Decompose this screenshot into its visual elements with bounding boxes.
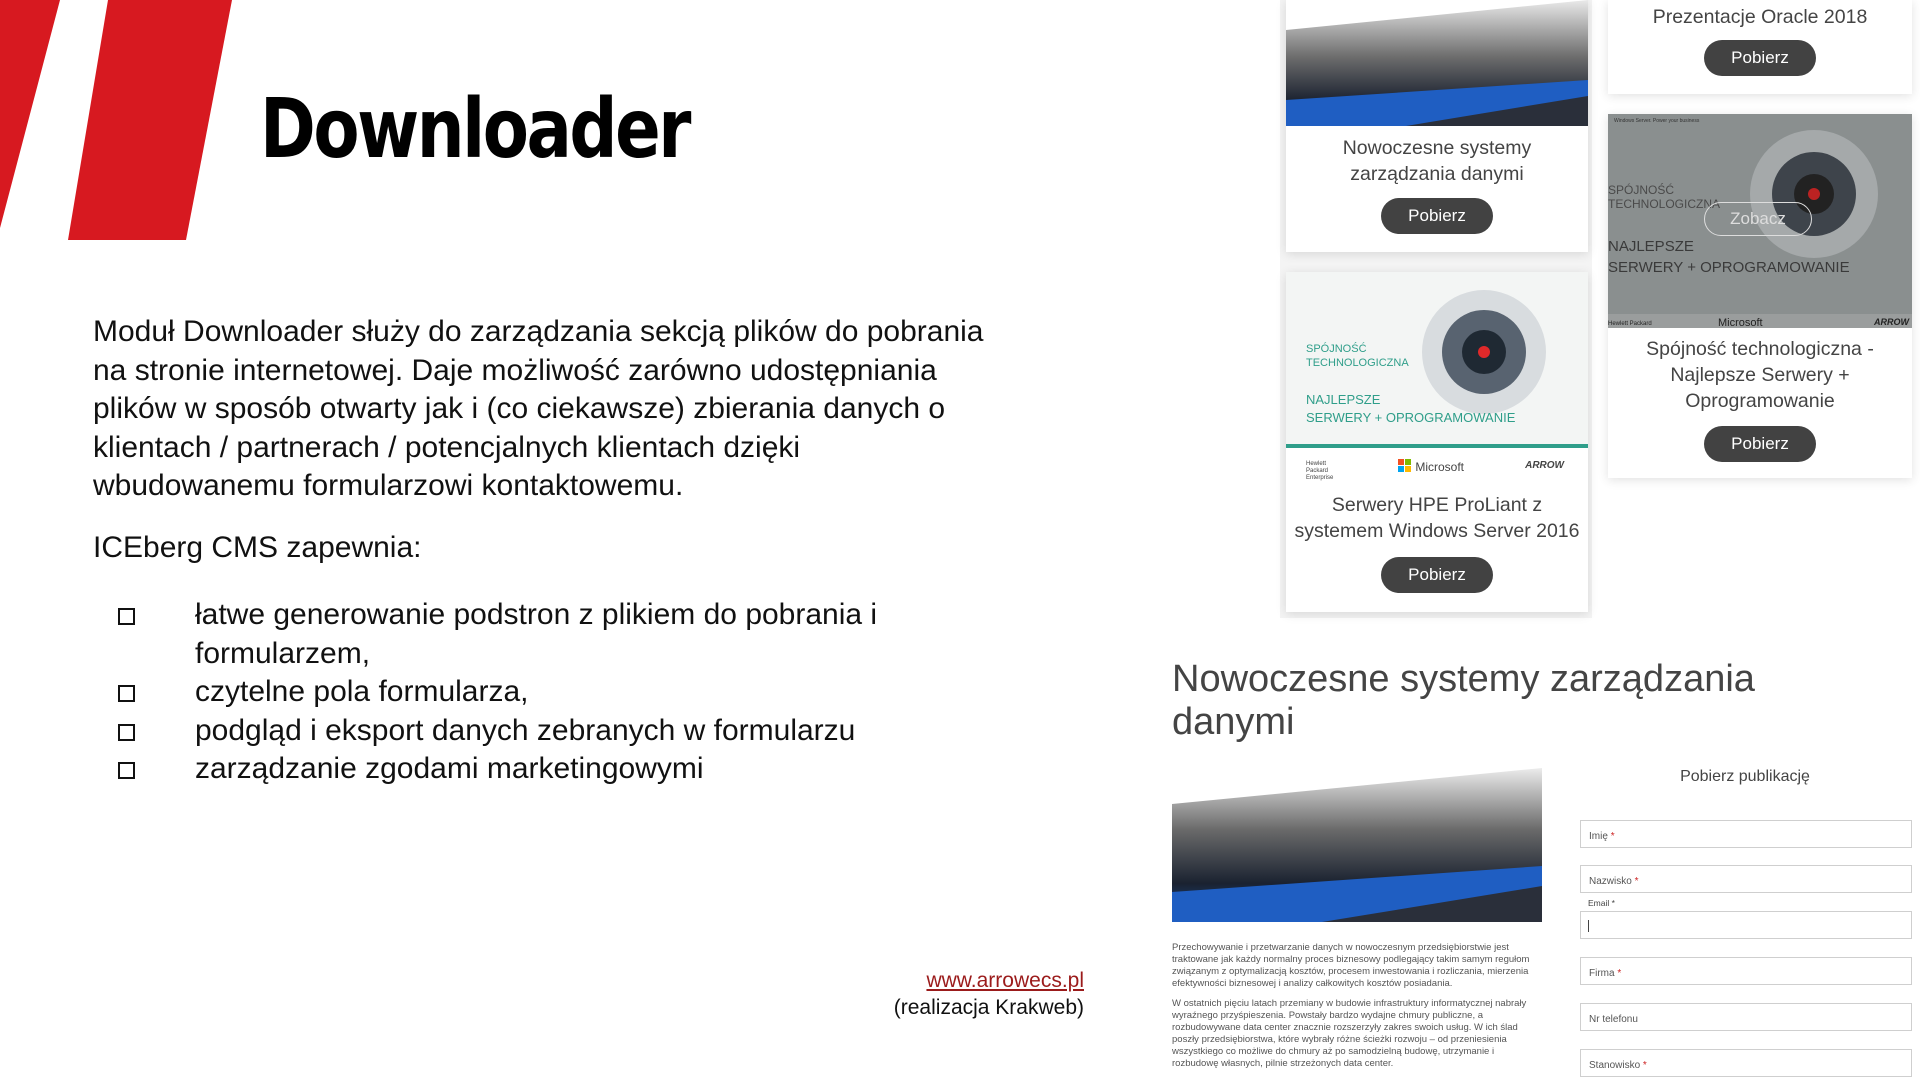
list-item: zarządzanie zgodami marketingowymi xyxy=(118,750,998,789)
download-button[interactable]: Pobierz xyxy=(1704,40,1816,76)
download-page-paragraph: W ostatnich pięciu latach przemiany w budowie infrastruktury informatycznej nabrały wyraźnego przyśpieszenia. Powstały bardzo wydajne chmury publiczne, a rozbudowywane data center znacznie rozszerzyły zakres swoich usług. W ich ślad poszły przedsiębiorstwa, które wybrały różne ścieżki rozwoju – od przeniesienia wszystkiego co możliwe do chmury aż po samodzielną budowę, utrzymanie i rozbudowę własnych, pilnie strzeżonych data center. xyxy=(1172,998,1527,1069)
card-title: Prezentacje Oracle 2018 xyxy=(1652,6,1868,28)
surname-field[interactable]: Nazwisko * xyxy=(1580,865,1912,893)
view-button[interactable]: Zobacz xyxy=(1704,202,1812,236)
banner-text: SPÓJNOŚĆ xyxy=(1608,183,1675,197)
card-title: Nowoczesne systemy zarządzania danymi xyxy=(1342,137,1532,185)
hpe-logo: Hewlett Packard xyxy=(1608,321,1652,327)
partner-logos xyxy=(1286,454,1588,480)
banner-text: NAJLEPSZE xyxy=(1608,238,1694,255)
banner-text: SERWERY + OPROGRAMOWANIE xyxy=(1608,259,1850,276)
banner-text: Windows Server. Power your business xyxy=(1614,118,1700,124)
banner-text: SPÓJNOŚĆ xyxy=(1306,343,1367,355)
arrow-logo: ARROW xyxy=(1525,460,1564,471)
banner-text: NAJLEPSZE xyxy=(1306,392,1381,407)
slide-title: Downloader xyxy=(260,82,689,177)
form-title: Pobierz publikację xyxy=(1680,768,1810,785)
phone-field[interactable]: Nr telefonu xyxy=(1580,1003,1912,1031)
name-field[interactable]: Imię * xyxy=(1580,820,1912,848)
email-field[interactable] xyxy=(1580,911,1912,939)
list-item: czytelne pola formularza, xyxy=(118,673,998,712)
checkbox-square-icon xyxy=(118,762,135,779)
banner-text: TECHNOLOGICZNA xyxy=(1306,357,1409,369)
card-title: Spójność technologiczna - Najlepsze Serwery + Oprogramowanie xyxy=(1646,338,1874,412)
provides-label: ICEberg CMS zapewnia: xyxy=(93,531,422,564)
email-label: Email * xyxy=(1588,898,1615,908)
download-card xyxy=(1286,272,1588,612)
banner-text: TECHNOLOGICZNA xyxy=(1608,197,1721,211)
card-title: Serwery HPE ProLiant z systemem Windows Server 2016 xyxy=(1294,494,1580,542)
company-field[interactable]: Firma * xyxy=(1580,957,1912,985)
checkbox-square-icon xyxy=(118,608,135,625)
download-card xyxy=(1608,114,1912,478)
banner-text: SERWERY + OPROGRAMOWANIE xyxy=(1306,410,1516,425)
arrow-logo: ARROW xyxy=(1874,317,1909,327)
microsoft-logo-icon xyxy=(1398,459,1412,473)
checkbox-square-icon xyxy=(118,685,135,702)
data-tech-image xyxy=(1172,768,1542,922)
red-stripes-decoration xyxy=(0,0,240,245)
text-cursor xyxy=(1588,920,1589,932)
list-item: podgląd i eksport danych zebranych w formularzu xyxy=(118,712,998,751)
download-page-paragraph: Przechowywanie i przetwarzanie danych w nowoczesnym przedsiębiorstwie jest traktowane jak każdy normalny proces biznesowy podlegający takim samym regułom związanym z optymalizacją kosztów, procesem inwestowania i rozliczania, mierzenia efektywności biznesowej i analizy całkowitych kosztów posiadania. xyxy=(1172,942,1530,989)
download-button[interactable]: Pobierz xyxy=(1381,198,1493,234)
hpe-logo: Hewlett Packard Enterprise xyxy=(1306,461,1334,481)
download-page-heading: Nowoczesne systemy zarządzania danymi xyxy=(1172,658,1755,743)
download-button[interactable]: Pobierz xyxy=(1381,557,1493,593)
download-button[interactable]: Pobierz xyxy=(1704,426,1816,462)
feature-list xyxy=(118,596,998,789)
intro-paragraph: Moduł Downloader służy do zarządzania sekcją plików do pobrania na stronie internetowej. Daje możliwość zarówno udostępniania plików w sposób otwarty jak i (co ciekawsze) zbierania danych o klientach / partnerach / potencjalnych klientach dzięki wbudowanemu formularzowi kontaktowemu. xyxy=(93,315,984,502)
download-card xyxy=(1608,0,1912,94)
credit-note: (realizacja Krakweb) xyxy=(893,996,1084,1019)
microsoft-logo: Microsoft xyxy=(1398,459,1464,474)
checkbox-square-icon xyxy=(118,724,135,741)
list-item: łatwe generowanie podstron z plikiem do pobrania i formularzem, xyxy=(118,596,998,673)
download-card xyxy=(1286,0,1588,252)
data-tech-image xyxy=(1286,0,1588,126)
website-link[interactable]: www.arrowecs.pl xyxy=(926,969,1084,992)
consistency-banner-image xyxy=(1286,272,1588,448)
position-field[interactable]: Stanowisko * xyxy=(1580,1049,1912,1077)
microsoft-logo: Microsoft xyxy=(1718,317,1763,328)
